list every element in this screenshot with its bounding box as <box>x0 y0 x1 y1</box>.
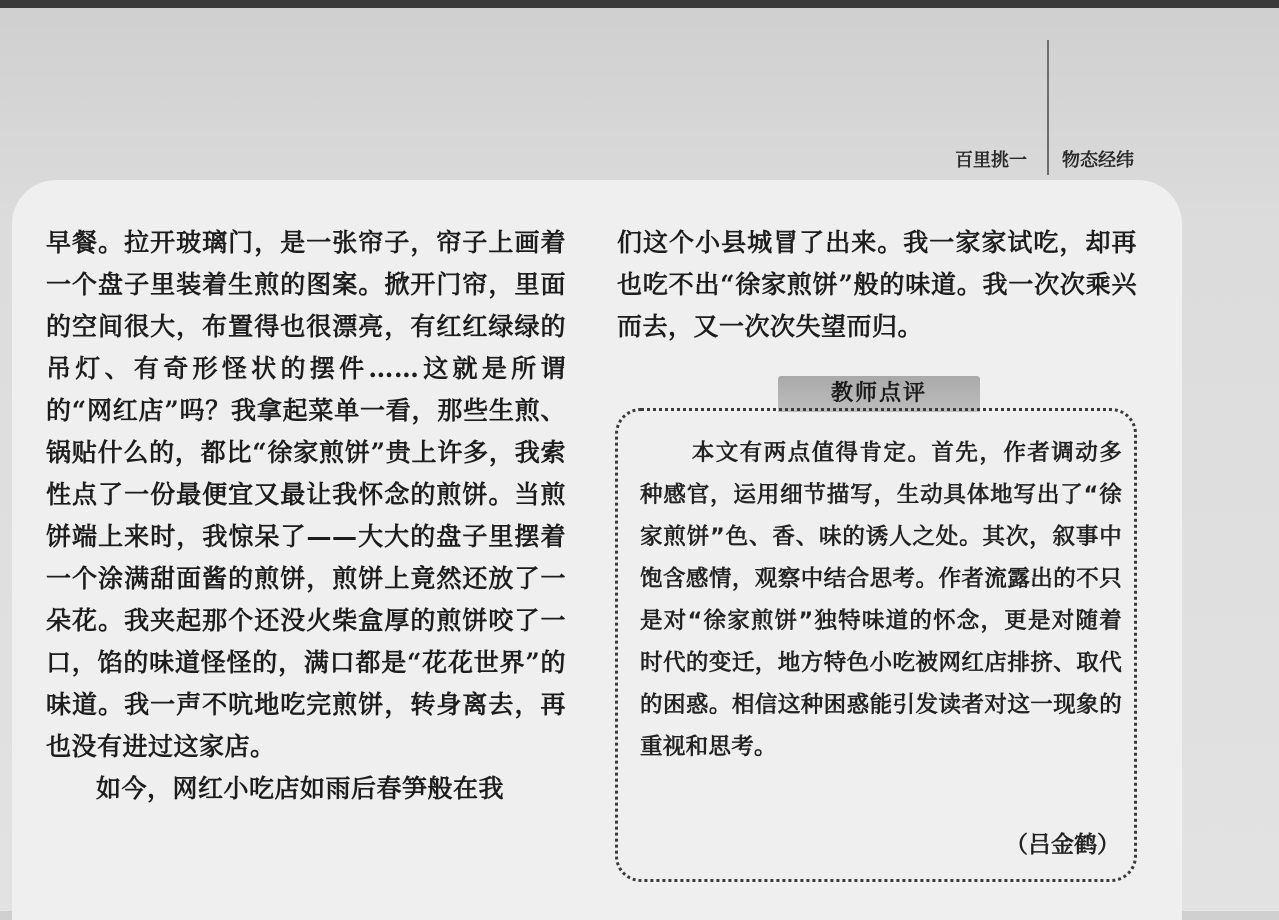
review-paragraph: 本文有两点值得肯定。首先，作者调动多种感官，运用细节描写，生动具体地写出了“徐家煎饼”色、香、味的诱人之处。其次，叙事中饱含感情，观察中结合思考。作者流露出的不只是对“徐家煎饼”独特味道的怀念，更是对随着时代的变迁，地方特色小吃被网红店排挤、取代的困惑。相信这种困惑能引发读者对这一现象的重视和思考。 <box>640 440 1122 760</box>
review-title: 教师点评 <box>778 376 980 412</box>
left-paragraph-2: 如今，网红小吃店如雨后春笋般在我 <box>96 774 505 803</box>
review-author: （吕金鹤） <box>1005 832 1120 858</box>
review-text <box>640 432 1122 768</box>
right-paragraph-1: 们这个小县城冒了出来。我一家家试吃，却再也吃不出“徐家煎饼”般的味道。我一次次乘兴而去，又一次次失望而归。 <box>617 228 1137 341</box>
top-edge-band <box>0 0 1279 8</box>
header-divider <box>1047 40 1049 175</box>
left-column <box>46 222 566 810</box>
running-head-right: 物态经纬 <box>1062 150 1134 171</box>
left-paragraph-1: 早餐。拉开玻璃门，是一张帘子，帘子上画着一个盘子里装着生煎的图案。掀开门帘，里面的空间很大，布置得也很漂亮，有红红绿绿的吊灯、有奇形怪状的摆件……这就是所谓的“网红店”吗？我拿起菜单一看，那些生煎、锅贴什么的，都比“徐家煎饼”贵上许多，我索性点了一份最便宜又最让我怀念的煎饼。当煎饼端上来时，我惊呆了——大大的盘子里摆着一个涂满甜面酱的煎饼，煎饼上竟然还放了一朵花。我夹起那个还没火柴盒厚的煎饼咬了一口，馅的味道怪怪的，满口都是“花花世界”的味道。我一声不吭地吃完煎饼，转身离去，再也没有进过这家店。 <box>46 228 566 761</box>
running-head-left: 百里挑一 <box>955 150 1027 171</box>
right-column <box>617 222 1137 348</box>
